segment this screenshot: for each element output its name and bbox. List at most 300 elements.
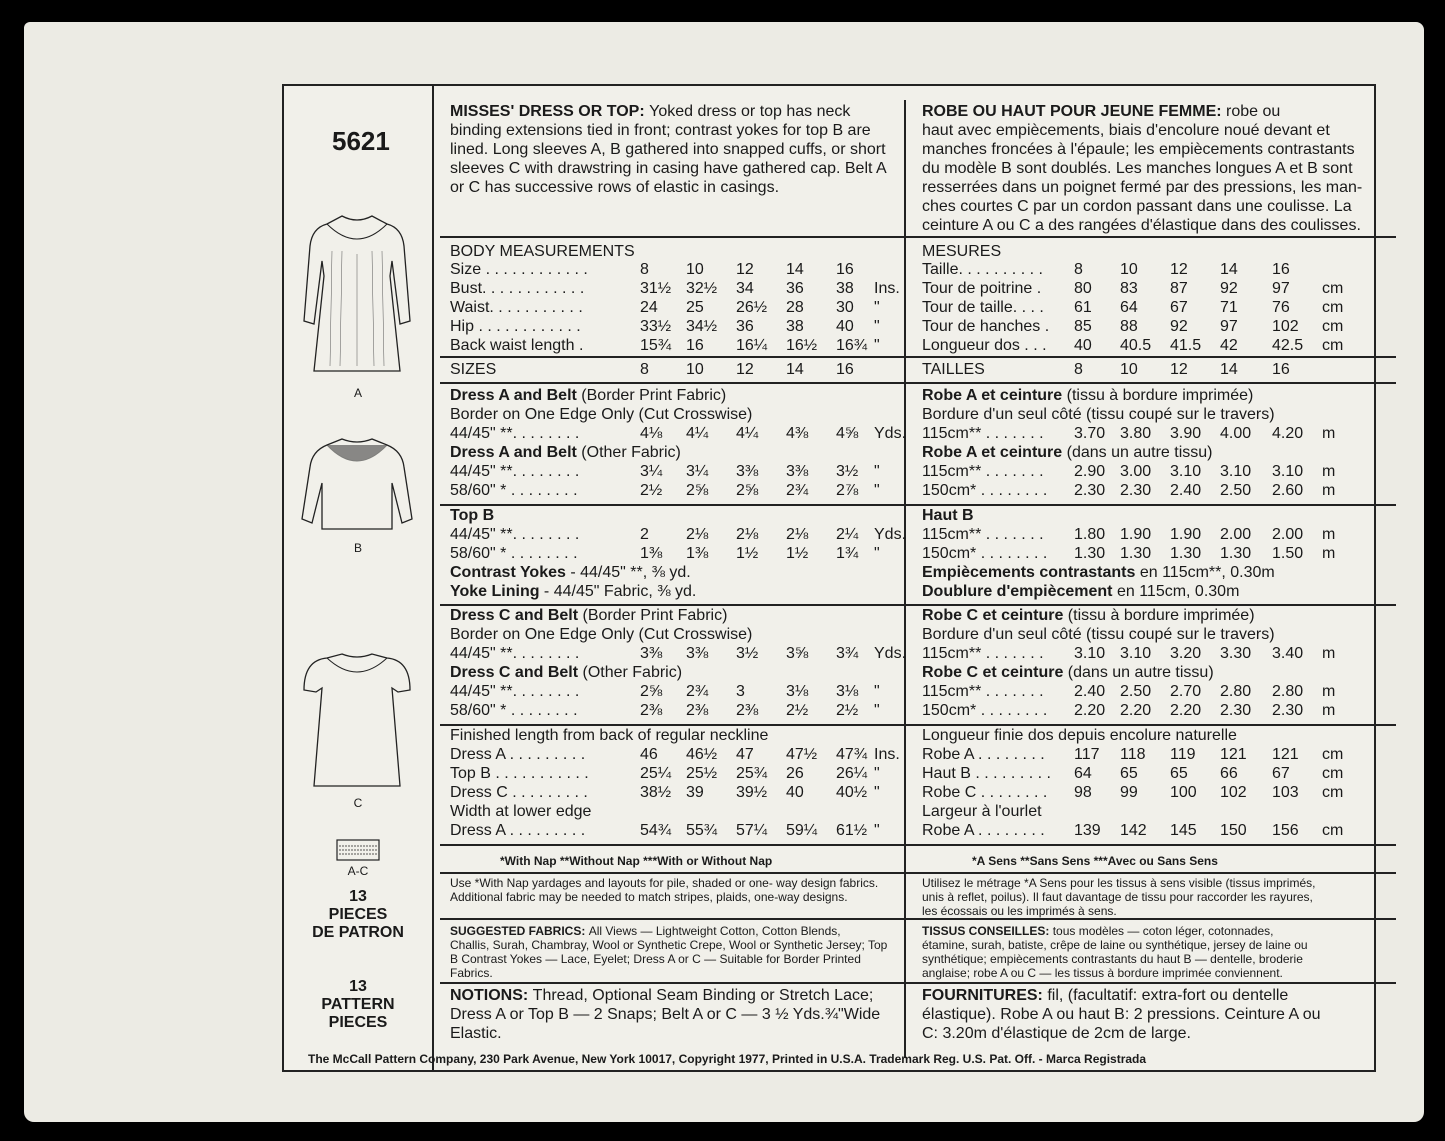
row-value: 3¼ (640, 463, 663, 480)
fr-desc-text: haut avec empiècements, biais d'encolure noué devant et (922, 122, 1330, 139)
fr-desc-text: manches froncées à l'épaule; les empiècements contrastants (922, 141, 1355, 158)
en-dressa-row (450, 424, 918, 443)
fr-notions-line (922, 1024, 1191, 1043)
row-label: 115cm** . . . . . . . (922, 645, 1044, 662)
row-value: 2⅝ (736, 482, 759, 499)
size-value: 12 (1170, 361, 1188, 378)
row-value: 156 (1272, 822, 1299, 839)
fr-sizes-row (922, 360, 1390, 379)
fr-topb-row (922, 525, 1390, 544)
row-unit: m (1322, 645, 1336, 662)
row-value: 2.70 (1170, 683, 1202, 700)
view-b-label: B (353, 541, 362, 555)
en-topb-row (450, 506, 918, 525)
row-value: 4¼ (686, 425, 709, 442)
row-value: 15¾ (640, 337, 672, 354)
row-value: 100 (1170, 784, 1197, 801)
fr-nap-note: les écossais ou les imprimés à sens. (922, 904, 1117, 918)
row-label: Longueur dos . . . (922, 337, 1047, 354)
group-subheading: Longueur finie dos depuis encolure naturelle (922, 727, 1237, 744)
fr-desc-text: resserrées dans un poignet fermé par des pressions, les man- (922, 179, 1363, 196)
group-heading: Dress C and Belt (450, 664, 579, 681)
row-value: 16½ (786, 337, 818, 354)
row-value: 3⅜ (736, 463, 759, 480)
en-rule (440, 918, 924, 920)
en-finished-row (450, 726, 918, 745)
en-desc-line (450, 159, 887, 178)
row-value: 1½ (786, 545, 809, 562)
fr-desc-text: du modèle B sont doublés. Les manches longues A et B sont (922, 160, 1353, 177)
row-value: 3.20 (1170, 645, 1202, 662)
row-value: 2¾ (686, 683, 709, 700)
row-value: 59¼ (786, 822, 818, 839)
row-value: 3.90 (1170, 425, 1202, 442)
fr-desc-text: ceinture A ou C a des rangées d'élastique dans des coulisses. (922, 217, 1361, 234)
row-value: 46½ (686, 746, 718, 763)
row-value: 4⅛ (640, 425, 663, 442)
en-dressc-row (450, 663, 918, 682)
row-value: 2⅞ (836, 482, 859, 499)
en-finished-row (450, 745, 918, 764)
row-label: Robe A . . . . . . . . (922, 746, 1045, 763)
en-dressa-row (450, 443, 918, 462)
fr-nap-note: Utilisez le métrage *A Sens pour les tissus à sens visible (tissus imprimés, (922, 876, 1316, 890)
group-note: (Border Print Fabric) (576, 387, 727, 404)
row-value: 92 (1220, 280, 1238, 297)
group-note: (Border Print Fabric) (578, 607, 728, 624)
en-dressc-row (450, 644, 918, 663)
row-value: 4⅜ (786, 425, 809, 442)
row-value: 2⅜ (686, 702, 709, 719)
row-value: 3.40 (1272, 645, 1304, 662)
fr-nap-note: unis à reflet, poilus). Il faut davantage de tissu pour raccorder les rayures, (922, 890, 1313, 904)
row-label: 58/60" * . . . . . . . . (450, 482, 578, 499)
en-topb-row (450, 582, 918, 601)
group-note: (Other Fabric) (576, 444, 681, 461)
row-value: 47½ (786, 746, 818, 763)
en-rule (440, 844, 924, 846)
fr-rule (912, 356, 1396, 358)
en-sizes-row (450, 360, 918, 379)
row-value: 2⅜ (640, 702, 663, 719)
group-heading: Robe A et ceinture (922, 387, 1063, 404)
en-body-row (450, 336, 918, 355)
row-value: 103 (1272, 784, 1299, 801)
row-value: 4.00 (1220, 425, 1252, 442)
row-value: 34½ (686, 318, 718, 335)
group-subheading: Bordure d'un seul côté (tissu coupé sur le travers) (922, 626, 1275, 643)
pattern-envelope (24, 22, 1424, 1122)
row-value: 1¾ (836, 545, 859, 562)
fr-notions-line (922, 986, 1288, 1005)
fr-title: ROBE OU HAUT POUR JEUNE FEMME: (922, 103, 1227, 120)
row-unit: " (874, 463, 880, 480)
en-body-row (450, 298, 918, 317)
row-unit: m (1322, 526, 1336, 543)
size-value: 8 (1074, 361, 1083, 378)
fr-dressa-row (922, 405, 1390, 424)
fr-topb-row (922, 582, 1390, 601)
row-value: 2.30 (1074, 482, 1106, 499)
row-value: 121 (1272, 746, 1299, 763)
en-body-row (450, 260, 918, 279)
row-label: Back waist length . (450, 337, 584, 354)
fr-dressa-row (922, 386, 1390, 405)
row-value: 2.40 (1170, 482, 1202, 499)
en-desc-text: lined. Long sleeves A, B gathered into snapped cuffs, or short (450, 141, 886, 158)
row-value: 2.30 (1272, 702, 1304, 719)
row-value: 1.90 (1170, 526, 1202, 543)
en-title: MISSES' DRESS OR TOP: (450, 103, 650, 120)
size-value: 16 (836, 361, 854, 378)
row-value: 1.30 (1220, 545, 1252, 562)
row-value: 87 (1170, 280, 1188, 297)
en-dressc-row (450, 606, 918, 625)
row-value: 2⅛ (786, 526, 809, 543)
fr-rule (912, 382, 1396, 384)
group-note: en 115cm, 0.30m (1112, 583, 1240, 600)
row-unit: m (1322, 463, 1336, 480)
group-heading: Doublure d'empiècement (922, 583, 1113, 600)
row-value: 118 (1120, 746, 1146, 763)
row-value: 54¾ (640, 822, 672, 839)
row-value: 46 (640, 746, 658, 763)
row-value: 145 (1170, 822, 1197, 839)
row-value: 65 (1170, 765, 1188, 782)
row-value: 2½ (836, 702, 859, 719)
size-value: 8 (640, 361, 649, 378)
row-value: 3⅜ (640, 645, 663, 662)
row-value: 1.90 (1120, 526, 1152, 543)
fr-finished-row (922, 783, 1390, 802)
group-subheading: Finished length from back of regular neckline (450, 727, 769, 744)
row-label: Waist. . . . . . . . . . . (450, 299, 583, 316)
row-unit: Yds. (874, 645, 907, 662)
row-value: 40.5 (1120, 337, 1152, 354)
publisher-footer: The McCall Pattern Company, 230 Park Avenue, New York 10017, Copyright 1977, Printed in U.S.A. Trademark Reg. U.S. Pat. Off. - Marca Registrada (308, 1052, 1147, 1066)
size-value: 10 (686, 361, 704, 378)
pieces-count-en: 13 PATTERN PIECES (321, 978, 395, 1031)
row-label: Size . . . . . . . . . . . . (450, 261, 588, 278)
row-value: 28 (786, 299, 804, 316)
fr-desc-line (922, 140, 1355, 159)
row-value: 1½ (736, 545, 759, 562)
fr-dressa-row (922, 481, 1390, 500)
row-value: 38 (786, 318, 804, 335)
en-dressa-row (450, 481, 918, 500)
row-value: 3⅜ (686, 645, 709, 662)
row-value: 61 (1074, 299, 1092, 316)
row-value: 121 (1220, 746, 1247, 763)
group-heading: Empiècements contrastants (922, 564, 1136, 581)
belt-sketch (336, 838, 380, 862)
row-value: 42.5 (1272, 337, 1304, 354)
en-notions-line (450, 1005, 880, 1024)
fr-dressc-row (922, 682, 1390, 701)
fr-body-row (922, 260, 1390, 279)
row-value: 40 (836, 318, 854, 335)
en-body-row (450, 317, 918, 336)
row-value: 102 (1220, 784, 1247, 801)
row-value: 39 (686, 784, 704, 801)
row-value: 1.50 (1272, 545, 1304, 562)
en-dressc-row (450, 682, 918, 701)
row-value: 12 (1170, 261, 1188, 278)
en-fabrics-line (450, 938, 887, 953)
row-value: 55¾ (686, 822, 718, 839)
fr-rule (912, 982, 1396, 984)
row-value: 25¾ (736, 765, 768, 782)
row-label: Top B . . . . . . . . . . . (450, 765, 589, 782)
group-heading: Dress C and Belt (450, 607, 579, 624)
row-value: 117 (1074, 746, 1100, 763)
row-value: 14 (786, 261, 804, 278)
fabrics-text: All Views — Lightweight Cotton, Cotton Blends, (588, 924, 841, 938)
row-unit: " (874, 702, 880, 719)
fr-dressc-row (922, 663, 1390, 682)
fr-finished-row (922, 726, 1390, 745)
row-value: 8 (1074, 261, 1083, 278)
fabrics-text: Challis, Surah, Chambray, Wool or Synthetic Crepe, Wool or Synthetic Jersey; Top (450, 938, 888, 952)
group-note: (tissu à bordure imprimée) (1063, 607, 1255, 624)
row-unit: m (1322, 425, 1336, 442)
notions-text: fil, (facultatif: extra-fort ou dentelle (1047, 987, 1289, 1004)
fabrics-text: Fabrics. (450, 966, 493, 980)
pattern-number: 5621 (332, 126, 390, 156)
row-value: 2.80 (1272, 683, 1304, 700)
row-value: 36 (736, 318, 754, 335)
fr-desc-line (922, 178, 1362, 197)
row-label: 150cm* . . . . . . . . (922, 702, 1048, 719)
row-value: 83 (1120, 280, 1138, 297)
row-value: 14 (1220, 261, 1238, 278)
group-heading: Dress A and Belt (450, 444, 577, 461)
row-value: 3½ (736, 645, 759, 662)
row-value: 3 (736, 683, 745, 700)
row-label: 44/45" **. . . . . . . . (450, 463, 580, 480)
fr-dressa-row (922, 462, 1390, 481)
info-panel (282, 84, 1376, 1072)
row-value: 2.60 (1272, 482, 1304, 499)
row-value: 1.30 (1074, 545, 1106, 562)
row-value: 119 (1170, 746, 1196, 763)
row-value: 10 (686, 261, 704, 278)
row-label: Robe C . . . . . . . . (922, 784, 1048, 801)
group-note: (tissu à bordure imprimée) (1062, 387, 1254, 404)
group-heading: Dress A and Belt (450, 387, 577, 404)
row-label: Tour de poitrine . (922, 280, 1042, 297)
row-label: Hip . . . . . . . . . . . . (450, 318, 581, 335)
fr-body-row (922, 336, 1390, 355)
row-value: 40 (786, 784, 804, 801)
view-b-sketch (292, 431, 422, 536)
row-value: 2.90 (1074, 463, 1106, 480)
en-finished-row (450, 764, 918, 783)
row-label: Haut B . . . . . . . . . (922, 765, 1051, 782)
fr-desc-line (922, 216, 1361, 235)
group-heading: Robe C et ceinture (922, 607, 1064, 624)
row-value: 2.00 (1220, 526, 1252, 543)
en-finished-row (450, 783, 918, 802)
row-unit: m (1322, 482, 1336, 499)
en-fabrics-line (450, 952, 861, 967)
row-unit: cm (1322, 280, 1344, 297)
fr-rule (912, 872, 1396, 874)
row-value: 67 (1272, 765, 1290, 782)
row-unit: " (874, 784, 880, 801)
row-value: 3⅜ (786, 463, 809, 480)
row-value: 98 (1074, 784, 1092, 801)
row-value: 26 (786, 765, 804, 782)
en-topb-row (450, 525, 918, 544)
row-value: 40 (1074, 337, 1092, 354)
row-value: 67 (1170, 299, 1188, 316)
row-value: 30 (836, 299, 854, 316)
row-unit: " (874, 765, 880, 782)
fabrics-text: étamine, surah, batiste, crêpe de laine ou synthétique, jersey de laine ou (922, 938, 1308, 952)
row-value: 2.20 (1170, 702, 1202, 719)
fr-finished-row (922, 745, 1390, 764)
en-fabrics-line (450, 966, 493, 981)
row-value: 3.10 (1272, 463, 1304, 480)
row-value: 3.10 (1120, 645, 1152, 662)
row-value: 47 (736, 746, 754, 763)
en-notions-label: NOTIONS: (450, 987, 533, 1004)
pieces-count-fr: 13 PIECES DE PATRON (312, 888, 404, 941)
en-topb-row (450, 563, 918, 582)
row-label: Taille. . . . . . . . . . (922, 261, 1043, 278)
fabrics-text: tous modèles — coton léger, cotonnades, (1052, 924, 1274, 938)
fabrics-text: B Contrast Yokes — Lace, Eyelet; Dress A or C — Suitable for Border Printed (450, 952, 861, 966)
row-unit: " (874, 318, 880, 335)
fr-fabrics-line (922, 966, 1283, 981)
row-value: 2 (640, 526, 649, 543)
row-label: 150cm* . . . . . . . . (922, 545, 1048, 562)
group-note: - 44/45" **, ⅜ yd. (565, 564, 691, 581)
row-value: 2⅜ (736, 702, 759, 719)
fr-notions-label: FOURNITURES: (922, 987, 1048, 1004)
en-notions-line (450, 986, 873, 1005)
en-dressa-row (450, 462, 918, 481)
row-label: 115cm** . . . . . . . (922, 526, 1044, 543)
row-value: 4⅝ (836, 425, 859, 442)
row-value: 41.5 (1170, 337, 1202, 354)
fr-body-row (922, 279, 1390, 298)
size-value: 14 (786, 361, 804, 378)
en-rule (440, 356, 924, 358)
views-column (284, 86, 434, 1070)
row-value: 16 (1272, 261, 1290, 278)
en-desc-line (450, 121, 871, 140)
fr-finished-row (922, 764, 1390, 783)
row-label: Dress C . . . . . . . . . (450, 784, 588, 801)
row-value: 1.80 (1074, 526, 1106, 543)
notions-text: Elastic. (450, 1025, 502, 1042)
en-desc-line (450, 102, 850, 121)
row-value: 2⅝ (686, 482, 709, 499)
row-value: 25 (686, 299, 704, 316)
notions-text: C: 3.20m d'élastique de 2cm de large. (922, 1025, 1191, 1042)
row-value: 139 (1074, 822, 1101, 839)
sizes-label: SIZES (450, 361, 497, 378)
row-value: 25½ (686, 765, 718, 782)
row-unit: cm (1322, 784, 1344, 801)
group-note: (dans un autre tissu) (1062, 444, 1213, 461)
row-label: Robe A . . . . . . . . (922, 822, 1045, 839)
row-value: 42 (1220, 337, 1238, 354)
group-subheading: Bordure d'un seul côté (tissu coupé sur le travers) (922, 406, 1275, 423)
row-unit: " (874, 683, 880, 700)
size-value: 12 (736, 361, 754, 378)
row-value: 39½ (736, 784, 768, 801)
size-value: 10 (1120, 361, 1138, 378)
row-unit: " (874, 545, 880, 562)
row-value: 3.10 (1074, 645, 1106, 662)
row-value: 99 (1120, 784, 1138, 801)
en-desc-line (450, 140, 886, 159)
row-unit: cm (1322, 299, 1344, 316)
row-value: 2¼ (836, 526, 859, 543)
row-value: 26½ (736, 299, 768, 316)
row-value: 2.40 (1074, 683, 1106, 700)
row-unit: " (874, 299, 880, 316)
fr-rule (912, 918, 1396, 920)
row-unit: cm (1322, 765, 1344, 782)
fr-fabrics-line (922, 924, 1274, 939)
fr-body-row (922, 298, 1390, 317)
row-unit: cm (1322, 746, 1344, 763)
row-value: 65 (1120, 765, 1138, 782)
en-rule (440, 236, 924, 238)
row-value: 80 (1074, 280, 1092, 297)
row-value: 88 (1120, 318, 1138, 335)
fr-dressc-row (922, 644, 1390, 663)
row-value: 2.50 (1120, 683, 1152, 700)
row-value: 85 (1074, 318, 1092, 335)
row-value: 3.00 (1120, 463, 1152, 480)
row-value: 1.30 (1170, 545, 1202, 562)
en-nap-note: Additional fabric may be needed to match stripes, plaids, one-way designs. (450, 890, 848, 904)
view-a-sketch (292, 206, 422, 376)
en-dressa-row (450, 405, 918, 424)
row-value: 10 (1120, 261, 1138, 278)
en-desc-text: Yoked dress or top has neck (649, 103, 851, 120)
fr-topb-row (922, 563, 1390, 582)
en-desc-text: or C has successive rows of elastic in casings. (450, 179, 780, 196)
row-value: 64 (1074, 765, 1092, 782)
row-value: 2.50 (1220, 482, 1252, 499)
row-value: 2.20 (1120, 702, 1152, 719)
en-rule (440, 982, 924, 984)
row-value: 150 (1220, 822, 1247, 839)
size-value: 16 (1272, 361, 1290, 378)
row-value: 25¼ (640, 765, 672, 782)
row-value: 2⅝ (640, 683, 663, 700)
row-value: 97 (1272, 280, 1290, 297)
row-value: 102 (1272, 318, 1299, 335)
fr-topb-row (922, 544, 1390, 563)
fr-dressa-row (922, 424, 1390, 443)
fr-desc-text: ches courtes C par un cordon passant dans une coulisse. La (922, 198, 1352, 215)
row-value: 3⅝ (786, 645, 809, 662)
group-heading: Contrast Yokes (450, 564, 566, 581)
en-nap-legend: *With Nap **Without Nap ***With or Without Nap (500, 854, 773, 868)
row-label: 44/45" **. . . . . . . . (450, 645, 580, 662)
fr-body-row (922, 317, 1390, 336)
row-value: 1⅜ (640, 545, 663, 562)
row-value: 2¾ (786, 482, 809, 499)
row-value: 16¾ (836, 337, 868, 354)
